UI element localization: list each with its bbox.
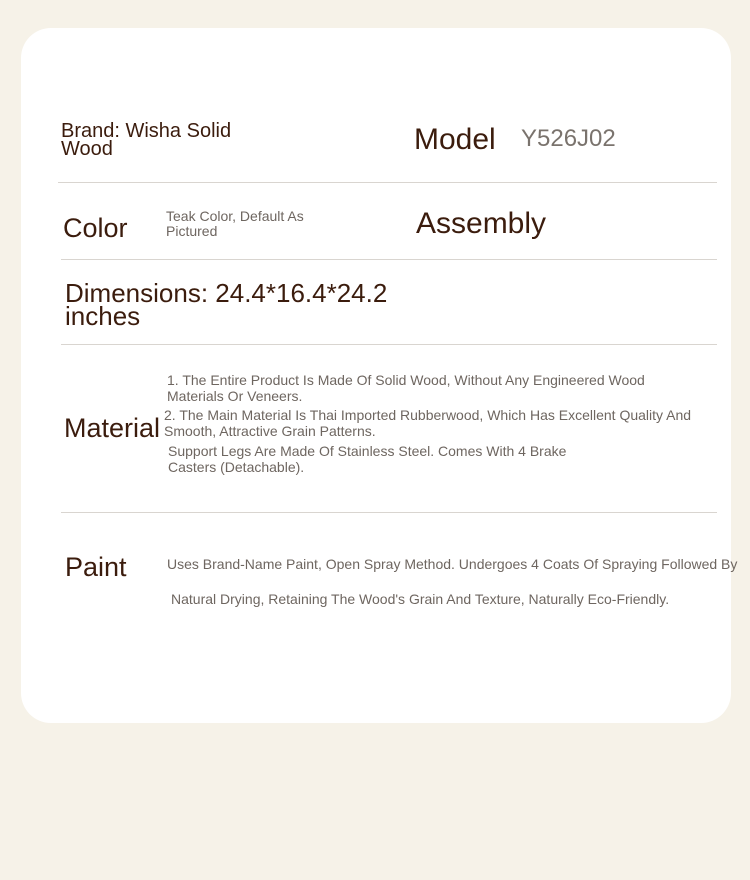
- brand-text: Brand: Wisha Solid Wood: [61, 120, 232, 160]
- divider-4: [61, 512, 717, 513]
- material-label: Material: [64, 413, 161, 443]
- model-label: Model: [414, 123, 496, 156]
- color-label: Color: [63, 213, 128, 243]
- paint-line-1: Uses Brand-Name Paint, Open Spray Method. Undergoes 4 Coats Of Spraying Followed By: [167, 556, 738, 572]
- material-line-2: 2. The Main Material Is Thai Imported Rubberwood, Which Has Excellent Quality And Smooth, Attractive Grain Patterns.: [164, 407, 692, 439]
- dimensions-text: Dimensions: 24.4*16.4*24.2 inches: [65, 278, 388, 331]
- material-line-3: Support Legs Are Made Of Stainless Steel. Comes With 4 Brake Casters (Detachable).: [168, 443, 567, 475]
- divider-1: [58, 182, 717, 183]
- divider-2: [61, 259, 717, 260]
- model-value: Y526J02: [521, 125, 616, 152]
- paint-label: Paint: [65, 552, 127, 582]
- assembly-label: Assembly: [416, 207, 547, 240]
- divider-3: [61, 344, 717, 345]
- paint-line-2: Natural Drying, Retaining The Wood's Grain And Texture, Naturally Eco-Friendly.: [171, 591, 670, 607]
- material-line-1: 1. The Entire Product Is Made Of Solid Wood, Without Any Engineered Wood Materials Or Veneers.: [167, 372, 645, 404]
- color-value: Teak Color, Default As Pictured: [166, 208, 304, 239]
- spec-card: [21, 28, 738, 723]
